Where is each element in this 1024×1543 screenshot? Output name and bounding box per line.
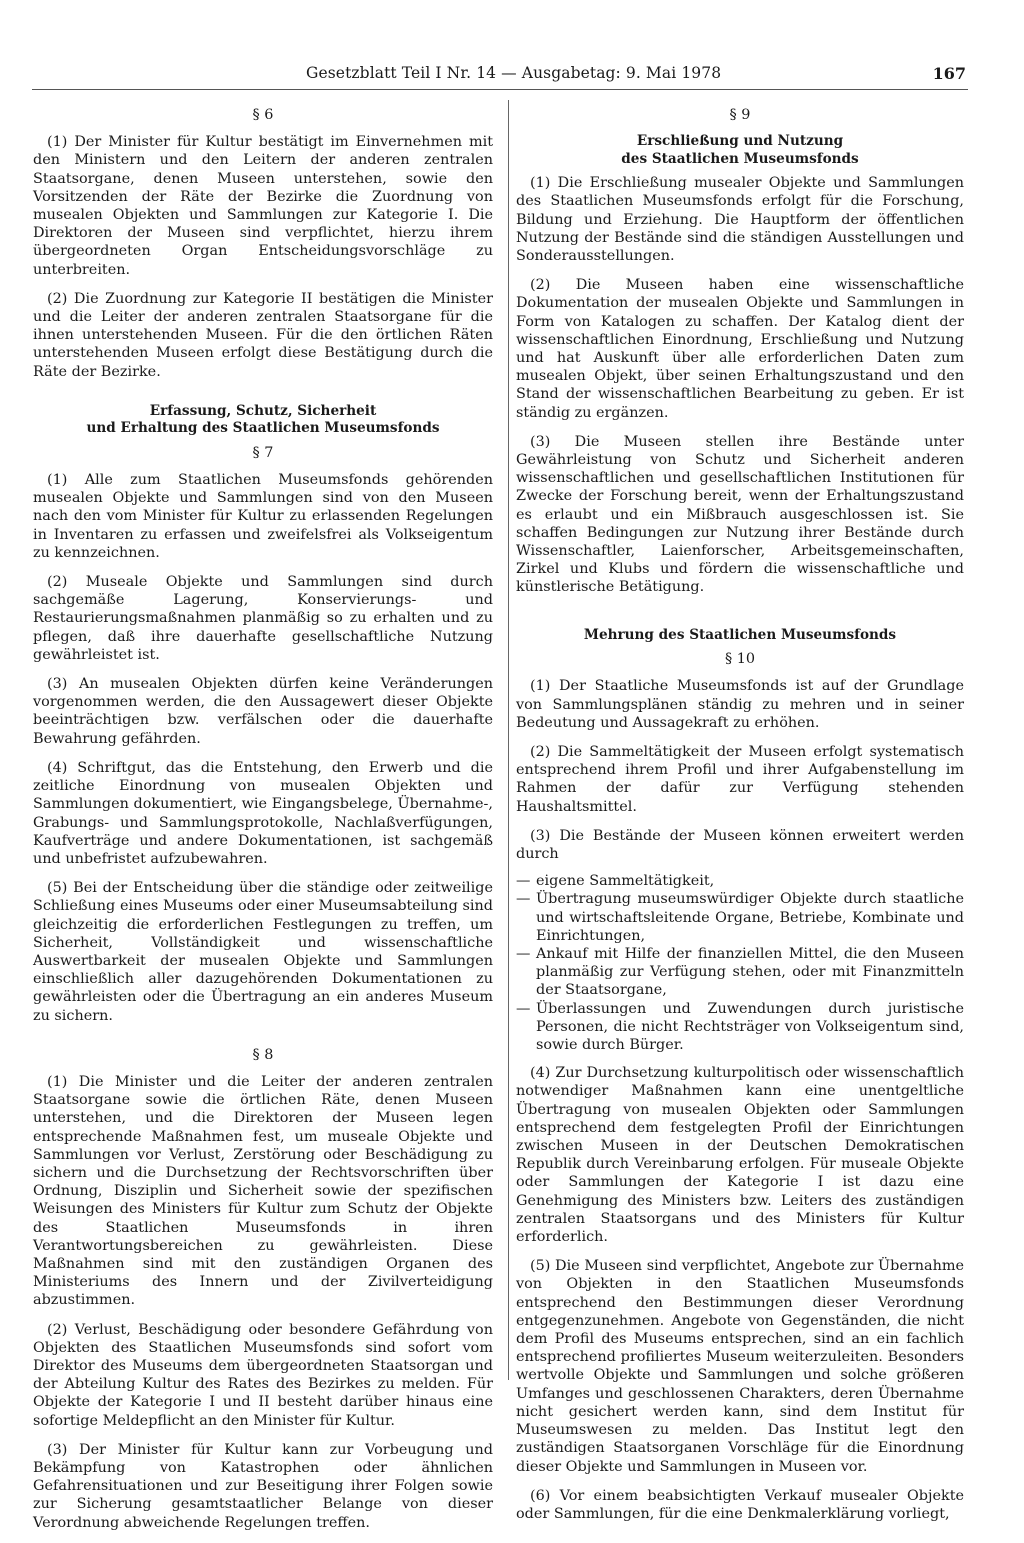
section-9-para-3: (3) Die Museen stellen ihre Bestände unter Gewährleistung von Schutz und Sicherheit anderen wissenschaftlichen und gesellschaftlichen Institutionen für Zwecke der Forschung bereit, wenn der Erhaltungszustand es erlaubt und ein Mißbrauch ausgeschlossen ist. Sie schaffen Bedingungen zur Nutzung ihrer Bestände durch Wissenschaftler, Laienforscher, Arbeitsgemeinschaften, Zirkel und Klubs und fördern die wissenschaftliche und künstlerische Betätigung. [516,433,964,596]
section-10-para-1: (1) Der Staatliche Museumsfonds ist auf der Grundlage von Sammlungsplänen ständig zu mehren und in seiner Bedeutung und Aussagekraft zu erhöhen. [516,678,964,731]
dash-marker: — [516,946,531,963]
heading-erfassung-line-2: und Erhaltung des Staatlichen Museumsfonds [86,420,440,437]
list-item-text: Überlassungen und Zuwendungen durch juristische Personen, die nicht Rechtsträger von Volkseigentum sind, sowie durch Bürger. [536,1000,964,1054]
section-6-title: § 6 [252,107,274,123]
section-7-para-2: (2) Museale Objekte und Sammlungen sind durch sachgemäße Lagerung, Konservierungs- und Restaurierungsmaßnahmen planmäßig so zu erhalten und zu pflegen, daß ihre dauerhafte gesellschaftliche Nutzung gewährleistet ist. [33,574,493,663]
section-7-para-5: (5) Bei der Entscheidung über die ständige oder zeitweilige Schließung eines Museums oder einer Museumsabteilung sind gleichzeitig die erforderlichen Festlegungen zu treffen, um Sicherheit, Vollständigkeit und wissenschaftliche Auswertbarkeit der musealen Objekte und Sammlungen einschließlich aller dazugehörenden Dokumentationen zu gewährleisten oder die Übertragung an ein anderes Museum zu sichern. [33,880,493,1024]
list-item-text: eigene Sammeltätigkeit, [536,873,715,890]
section-7-para-1: (1) Alle zum Staatlichen Museumsfonds gehörenden musealen Objekte und Sammlungen sind von den Museen nach den vom Minister für Kultur zu erlassenden Regelungen in Inventaren zu erfassen und zweifelsfrei als Volkseigentum zu kennzeichnen. [33,472,493,561]
section-9-para-2: (2) Die Museen haben eine wissenschaftliche Dokumentation der musealen Objekte und Sammlungen in Form von Katalogen zu schaffen. Der Katalog dient der wissenschaftlichen Einordnung, Erschließung und Nutzung und hat Auskunft über alle erforderlichen Daten zum musealen Objekt, über seinen Erhaltungszustand und den Stand der wissenschaftlichen Bearbeitung zu geben. Er ist ständig zu ergänzen. [516,277,964,421]
section-9-para-1: (1) Die Erschließung musealer Objekte und Sammlungen des Staatlichen Museumsfonds erfolgt für die Forschung, Bildung und Erziehung. Die Hauptform der öffentlichen Nutzung der Bestände sind die ständigen Ausstellungen und Sonderausstellungen. [516,175,964,265]
heading-erschliessung-line-1: Erschließung und Nutzung [636,133,844,150]
heading-erschliessung [516,133,964,168]
list-item [516,872,964,890]
list-item [516,890,964,945]
heading-erschliessung-line-2: des Staatlichen Museumsfonds [621,150,859,167]
section-10-para-5: (5) Die Museen sind verpflichtet, Angebote zur Übernahme von Objekten in den Staatlichen Museumsfonds entsprechend den Bestimmungen dieser Verordnung entgegenzunehmen. Angebote von Gegenständen, die nicht dem Profil des Museums entsprechen, sind an ein fachlich entsprechend profiliertes Museum weiterzuleiten. Besonders wertvolle Objekte und Sammlungen und solche größeren Umfanges und geschlossenen Charakters, deren Übernahme nicht gesichert werden kann, sind dem Institut für Museumswesen zu melden. Das Institut legt den zuständigen Staatsorganen Vorschläge für die Einordnung dieser Objekte und Sammlungen in Museen vor. [516,1258,964,1475]
column-divider [508,100,509,1380]
page-header [280,62,966,86]
list-item [516,945,964,1000]
list-item-text: Ankauf mit Hilfe der finanziellen Mittel, die den Museen planmäßig zur Verfügung stehen, oder mit Finanzmitteln der Staatsorgane, [536,946,964,999]
section-10-list [516,872,964,1054]
section-10-para-2: (2) Die Sammeltätigkeit der Museen erfolgt systematisch entsprechend ihrem Profil und ihrer Aufgabenstellung im Rahmen der dafür zur Verfügung stehenden Haushaltsmittel. [516,743,964,815]
right-column [516,100,964,1534]
section-8-para-2: (2) Verlust, Beschädigung oder besondere Gefährdung von Objekten des Staatlichen Museumsfonds sind sofort vom Direktor des Museums dem übergeordneten Staatsorgan und der Abteilung Kultur des Rates des Bezirkes zu melden. Für Objekte der Kategorie I und II besteht darüber hinaus eine sofortige Meldepflicht an den Minister für Kultur. [33,1321,493,1429]
section-10-para-4: (4) Zur Durchsetzung kulturpolitisch oder wissenschaftlich notwendiger Maßnahmen kann eine unentgeltliche Übertragung von musealen Objekten oder Sammlungen entsprechend dem festgelegten Profil der Einrichtungen zwischen Museen in der Deutschen Demokratischen Republik durch Vereinbarung erfolgen. Für museale Objekte oder Sammlungen der Kategorie I ist dazu eine Genehmigung des Ministers bzw. Leiters des zuständigen zentralen Staatsorgans und des Ministers für Kultur erforderlich. [516,1065,964,1246]
header-rule [32,89,968,90]
gazette-title: Gesetzblatt Teil I Nr. 14 — Ausgabetag: 9. Mai 1978 [306,64,722,82]
section-9-title: § 9 [729,107,751,123]
section-7-para-3: (3) An musealen Objekten dürfen keine Veränderungen vorgenommen werden, die den Aussagewert dieser Objekte beeinträchtigen bzw. verfälschen oder die dauerhafte Bewahrung gefährden. [33,676,493,747]
section-8-para-1: (1) Die Minister und die Leiter der anderen zentralen Staatsorgane sowie die örtlichen Räte, denen Museen unterstehen, und die Direktoren der Museen legen entsprechende Maßnahmen fest, um museale Objekte und Sammlungen vor Verlust, Zerstörung oder Beschädigung zu sichern und die Durchsetzung der Rechtsvorschriften über Ordnung, Disziplin und Sicherheit sowie der spezifischen Weisungen des Ministers für Kultur zum Schutz der Objekte des Staatlichen Museumsfonds in ihren Verantwortungsbereichen zu gewährleisten. Diese Maßnahmen sind mit den zuständigen Organen des Ministeriums des Innern und der Zivilverteidigung abzustimmen. [33,1073,493,1309]
section-8-title: § 8 [252,1046,274,1063]
section-10-para-6: (6) Vor einem beabsichtigten Verkauf musealer Objekte oder Sammlungen, für die eine Denkmalerklärung vorliegt, [516,1487,964,1522]
page-number: 167 [932,64,966,83]
heading-erfassung [33,403,493,438]
section-7-para-4: (4) Schriftgut, das die Entstehung, den Erwerb und die zeitliche Einordnung von musealen Objekten und Sammlungen dokumentiert, wie Eingangsbelege, Übernahme-, Grabungs- und Sammlungsprotokolle, Nachlaßverfügungen, Kaufverträge und andere Dokumentationen, ist sachgemäß und unbefristet aufzubewahren. [33,759,493,867]
section-7-title: § 7 [252,444,274,461]
list-item-text: Übertragung museumswürdiger Objekte durch staatliche und wirtschaftsleitende Organe, Betriebe, Kombinate und Einrichtungen, [536,891,964,944]
heading-mehrung: Mehrung des Staatlichen Museumsfonds [583,626,897,643]
left-column [33,100,493,1543]
list-item [516,1000,964,1055]
section-10-title: § 10 [724,651,756,668]
heading-erfassung-line-1: Erfassung, Schutz, Sicherheit [149,402,377,419]
section-6-para-2: (2) Die Zuordnung zur Kategorie II bestätigen die Minister und die Leiter der anderen zentralen Staatsorgane für die ihnen unterstehenden Museen. Für die den örtlichen Räten unterstehenden Museen erfolgt diese Bestätigung durch die Räte der Bezirke. [33,290,493,380]
section-10-para-3: (3) Die Bestände der Museen können erweitert werden durch [516,827,964,862]
dash-marker: — [516,1000,531,1017]
dash-marker: — [516,873,531,890]
dash-marker: — [516,891,531,908]
section-6-para-1: (1) Der Minister für Kultur bestätigt im Einvernehmen mit den Ministern und den Leitern der anderen zentralen Staatsorgane, denen Museen unterstehen, sowie den Vorsitzenden der Räte der Bezirke die Zuordnung von musealen Objekten und Sammlungen zur Kategorie I. Die Direktoren der Museen sind verpflichtet, hierzu ihrem übergeordneten Organ Entscheidungsvorschläge zu unterbreiten. [33,134,493,278]
section-8-para-3: (3) Der Minister für Kultur kann zur Vorbeugung und Bekämpfung von Katastrophen oder ähnlichen Gefahrensituationen und zur Beseitigung ihrer Folgen sowie zur Sicherung gesamtstaatlicher Belange von dieser Verordnung abweichende Regelungen treffen. [33,1441,493,1531]
